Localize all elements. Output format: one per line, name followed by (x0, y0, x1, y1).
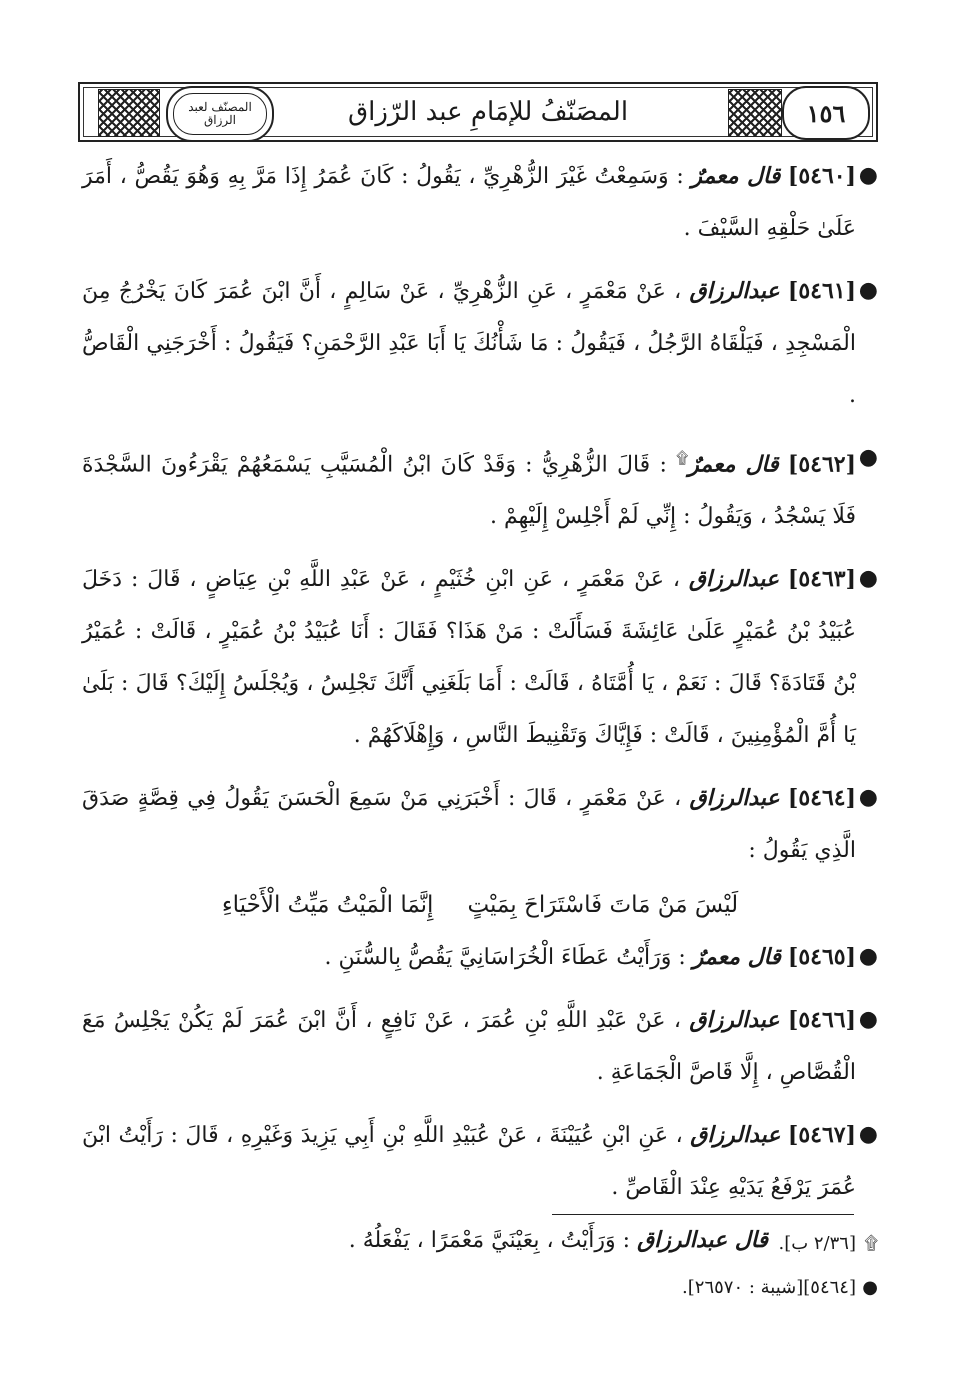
hadith-number: [٥٤٦٧] (787, 1122, 856, 1149)
bullet-icon: ● (858, 445, 878, 470)
hadith-text: ، عَنْ عَبْدِ اللَّهِ بْنِ عُمَرَ ، عَنْ نَافِعٍ ، أَنَّ ابْنَ عُمَرَ لَمْ يَكُنْ يَجْلِسُ مَعَ الْقُصَّاصِ ، إِلَّا قَاصَّ الْجَمَاعَةِ . (82, 1008, 856, 1086)
page-header (78, 82, 878, 142)
bullet-icon: ● (858, 163, 878, 188)
narrator-name: قال معمرٌ (692, 944, 781, 971)
running-title: المصَنّفُ للإمَامِ عبد الرّزاق (347, 97, 629, 127)
hadith-text: : قَالَ الزُّهْرِيُّ : وَقَدْ كَانَ ابْنُ الْمُسَيَّبِ يَسْمَعُهُمْ يَقْرَءُونَ السَّجْدَةَ فَلَا يَسْجُدُ ، وَيَقُولُ : إِنِّي لَمْ أَجْلِسْ إِلَيْهِمْ . (82, 452, 856, 530)
hadith-number: [٥٤٦٢] (787, 451, 857, 478)
narrator-name: عبدالرزاق (689, 785, 780, 812)
hadith-number: [٥٤٦٤] (787, 785, 856, 812)
footnotes (82, 1222, 878, 1310)
hadith-number: [٥٤٦١] (787, 278, 856, 304)
narrator-name: عبدالرزاق (689, 1007, 780, 1034)
footnote-text: [٢/٣٦ ب]. (778, 1233, 856, 1254)
hadith-entry (82, 1109, 878, 1214)
hadith-entry (82, 553, 878, 762)
hadith-text: ، عَنْ مَعْمَرٍ ، عَنِ ابْنِ خُثَيْمٍ ، عَنْ عَبْدِ اللَّهِ بْنِ عِيَاضٍ ، قَالَ : دَخَلَ عُبَيْدُ بْنُ عُمَيْرٍ عَلَىٰ عَائِشَةَ فَسَأَلَتْ : مَنْ هَذَا؟ فَقَالَ : أَنَا عُبَيْدُ بْنُ عُمَيْرٍ ، قَالَتْ : عُمَيْرُ بْنُ قَتَادَةَ؟ قَالَ : نَعَمْ ، يَا أُمَّتَاهُ ، قَالَتْ : أَمَا بَلَغَنِي أَنَّكَ تَجْلِسُ ، وَيُجْلَسُ إِلَيْكَ؟ قَالَ : بَلَىٰ يَا أُمَّ الْمُؤْمِنِينَ ، قَالَتْ : فَإِيَّاكَ وَتَقْنِيطَ النَّاسِ ، وَإِهْلَاكَهُمْ . (82, 567, 856, 749)
hadith-entry (82, 432, 878, 543)
footnote-marker-icon: ۩ (676, 448, 689, 467)
bullet-icon: ● (858, 1007, 878, 1033)
bullet-icon: ● (858, 566, 878, 592)
hadith-number: [٥٤٦٥] (787, 944, 856, 971)
hadith-entry (82, 931, 878, 984)
footnote-separator (552, 1214, 854, 1215)
ornament-left (98, 89, 160, 137)
bullet-icon: ● (858, 1122, 878, 1148)
footnote-item (82, 1266, 878, 1310)
hadith-entry (82, 994, 878, 1099)
footnote-item (82, 1222, 878, 1266)
closing-text: : وَرَأَيْتُ ، بِعَيْنَيَّ مَعْمَرًا ، يَفْعَلُهُ . (348, 1228, 631, 1254)
narrator-name: قال معمرٌ (688, 451, 779, 478)
narrator-name: عبدالرزاق (689, 278, 780, 304)
bullet-icon: ● (858, 785, 878, 811)
page-number: ١٥٦ (782, 86, 870, 140)
hadith-text: ، عَنِ ابْنِ عُيَيْنَةَ ، عَنْ عُبَيْدِ اللَّهِ بْنِ أَبِي يَزِيدَ وَغَيْرِهِ ، قَالَ : رَأَيْتُ ابْنَ عُمَرَ يَرْفَعُ يَدَيْهِ عِنْدَ الْقَاصِّ . (82, 1123, 856, 1201)
bullet-icon: ● (858, 944, 878, 970)
footnote-marker-icon: ۩ (864, 1233, 878, 1254)
ornament-right (728, 89, 782, 137)
footnote-text: [٥٤٦٤][شيبة : ٢٦٥٧٠]. (682, 1277, 856, 1298)
hadith-number: [٥٤٦٠] (787, 163, 856, 189)
bullet-icon: ● (858, 278, 878, 303)
narrator-name: عبدالرزاق (688, 566, 779, 593)
narrator-name: قال معمرٌ (691, 163, 781, 189)
hadith-text: ، عَنْ مَعْمَرٍ ، قَالَ : أَخْبَرَنِي مَنْ سَمِعَ الْحَسَنَ يَقُولُ فِي قِصَّةٍ صَدَقَ الَّذِي يَقُولُ : (82, 786, 856, 864)
hadith-number: [٥٤٦٦] (787, 1007, 856, 1034)
hadith-entry (82, 772, 878, 877)
book-seal (166, 86, 274, 142)
poem-verse (82, 879, 878, 931)
hadith-text: : وَرَأَيْتُ عَطَاءَ الْخُرَاسَانِيَّ يَقُصُّ بِالسُّنَنِ . (324, 945, 686, 971)
hadith-entry (82, 150, 878, 255)
page-body (82, 150, 878, 1267)
hadith-entry (82, 265, 878, 422)
poem-hemistich-second: إِنَّمَا الْمَيْتُ مَيِّتُ الْأَحْيَاءِ (221, 892, 434, 919)
hadith-text: ، عَنْ مَعْمَرٍ ، عَنِ الزُّهْرِيِّ ، عَنْ سَالِمٍ ، أَنَّ ابْنَ عُمَرَ كَانَ يَخْرُجُ مِنَ الْمَسْجِدِ ، فَيَلْقَاهُ الرَّجُلُ ، فَيَقُولُ : مَا شَأْنُكَ يَا أَبَا عَبْدِ الرَّحْمَنِ؟ فَيَقُولُ : أَخْرَجَنِي الْقَاصُّ . (82, 279, 856, 408)
hadith-text: : وَسَمِعْتُ غَيْرَ الزُّهْرِيِّ ، يَقُولُ : كَانَ عُمَرُ إِذَا مَرَّ بِهِ وَهُوَ يَقُصُّ ، أَمَرَ عَلَىٰ حَلْقِهِ السَّيْفَ . (82, 164, 856, 241)
narrator-name: قال عبدالرزاق (637, 1227, 768, 1254)
poem-hemistich-first: لَيْسَ مَنْ مَاتَ فَاسْتَرَاحَ بِمَيْتٍ (467, 892, 739, 919)
narrator-name: عبدالرزاق (690, 1122, 781, 1149)
bullet-icon: ● (862, 1277, 878, 1298)
seal-text: المصنّف لعبد الرزاق (173, 93, 267, 135)
hadith-number: [٥٤٦٣] (787, 566, 856, 593)
